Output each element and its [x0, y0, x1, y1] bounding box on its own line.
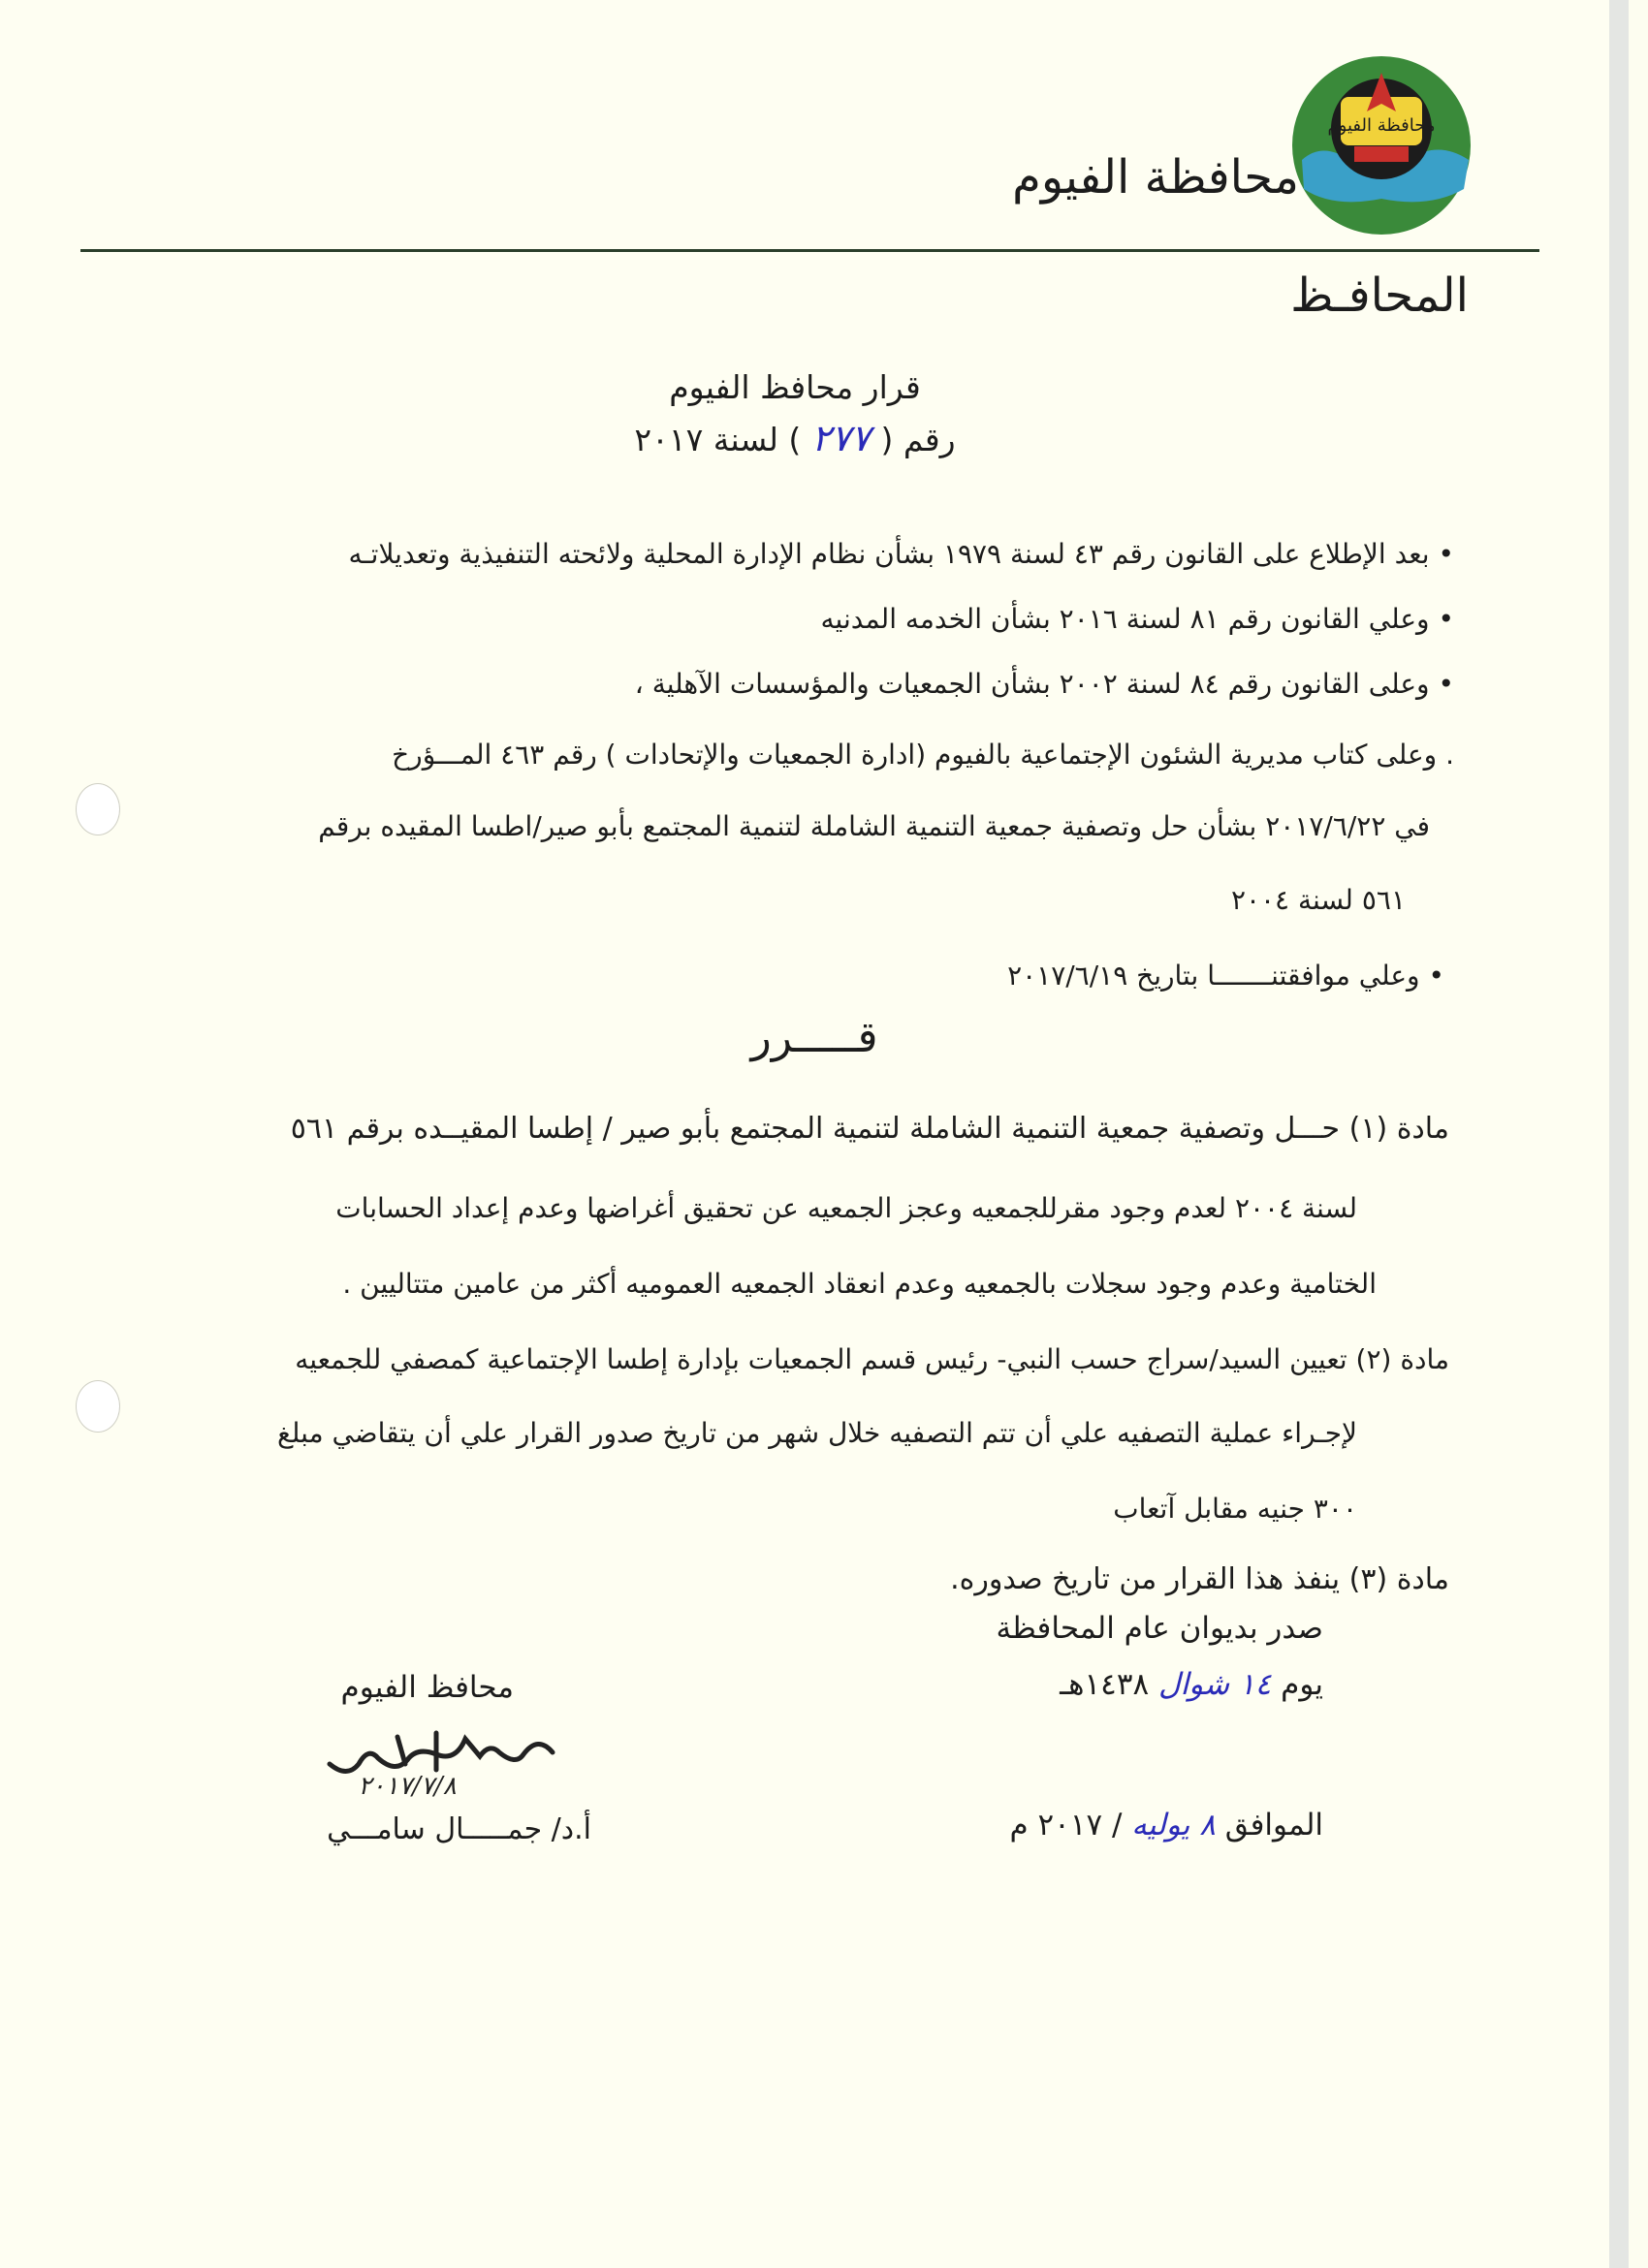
- punch-hole-top: [76, 783, 120, 835]
- article-line: ٣٠٠ جنيه مقابل آتعاب: [1113, 1493, 1357, 1525]
- svg-text:محافظة الفيوم: محافظة الفيوم: [1327, 115, 1436, 136]
- gregorian-date: [960, 1808, 1323, 1843]
- preamble-line: ٥٦١ لسنة ٢٠٠٤: [1230, 884, 1406, 916]
- governorate-emblem-icon: [1284, 53, 1478, 237]
- gregorian-handwritten: ٨ يوليه: [1131, 1808, 1216, 1843]
- gregorian-prefix: الموافق: [1224, 1808, 1323, 1843]
- decree-number-prefix: رقم (: [880, 421, 956, 458]
- article-line: مادة (٢) تعيين السيد/سراج حسب النبي- رئيس قسم الجمعيات بإدارة إطسا الإجتماعية كمصفي للجمعيه: [295, 1343, 1449, 1375]
- article-line: مادة (٣) ينفذ هذا القرار من تاريخ صدوره.: [950, 1562, 1449, 1596]
- decree-number-handwritten: ٢٧٧: [810, 417, 872, 459]
- office-title: المحافـظ: [1290, 268, 1469, 323]
- signatory-title: محافظ الفيوم: [340, 1670, 514, 1705]
- signatory-name: أ.د/ جمـــــال سامـــي: [327, 1812, 591, 1846]
- preamble-line: • وعلى القانون رقم ٨٤ لسنة ٢٠٠٢ بشأن الجمعيات والمؤسسات الآهلية ،: [634, 668, 1454, 700]
- hijri-suffix: ١٤٣٨هـ: [1060, 1667, 1150, 1702]
- decree-number: [504, 417, 1086, 459]
- governorate-name: محافظة الفيوم: [1012, 150, 1299, 205]
- preamble-line: . وعلى كتاب مديرية الشئون الإجتماعية بالفيوم (ادارة الجمعيات والإتحادات ) رقم ٤٦٣ المـــؤرخ: [392, 739, 1454, 771]
- preamble-line: • وعلي موافقتنـــــــا بتاريخ ٢٠١٧/٦/١٩: [1007, 960, 1444, 992]
- article-line: مادة (١) حـــل وتصفية جمعية التنمية الشاملة لتنمية المجتمع بأبو صير / إطسا المقيــده برقم ٥٦١: [290, 1112, 1449, 1146]
- hijri-handwritten: ١٤ شوال: [1158, 1667, 1272, 1702]
- header-rule: [80, 249, 1539, 252]
- decree-title: قرار محافظ الفيوم: [669, 368, 921, 406]
- article-line: لسنة ٢٠٠٤ لعدم وجود مقرللجمعيه وعجز الجمعيه عن تحقيق أغراضها وعدم إعداد الحسابات: [335, 1192, 1357, 1224]
- article-line: الختامية وعدم وجود سجلات بالجمعيه وعدم انعقاد الجمعيه العموميه أكثر من عامين متتاليين .: [342, 1268, 1377, 1300]
- preamble-line: • وعلي القانون رقم ٨١ لسنة ٢٠١٦ بشأن الخدمه المدنيه: [820, 603, 1454, 635]
- hijri-prefix: يوم: [1281, 1667, 1323, 1702]
- decree-number-suffix: ) لسنة ٢٠١٧: [634, 421, 802, 458]
- scanner-edge: [1609, 0, 1629, 2268]
- preamble-line: • بعد الإطلاع على القانون رقم ٤٣ لسنة ١٩٧٩ بشأن نظام الإدارة المحلية ولائحته التنفيذية وتعديلاتـه: [348, 538, 1454, 570]
- signature-date: ٢٠١٧/٧/٨: [358, 1772, 457, 1801]
- decides-heading: قـــــرر: [750, 1013, 878, 1062]
- article-line: لإجـراء عملية التصفيه علي أن تتم التصفيه خلال شهر من تاريخ صدور القرار علي أن يتقاضي مبلغ: [276, 1417, 1357, 1449]
- gregorian-suffix: / ٢٠١٧ م: [1009, 1808, 1123, 1843]
- hijri-date: [911, 1667, 1323, 1702]
- preamble-line: في ٢٠١٧/٦/٢٢ بشأن حل وتصفية جمعية التنمية الشاملة لتنمية المجتمع بأبو صير/اطسا المقيده برقم: [318, 810, 1430, 842]
- issued-at: صدر بديوان عام المحافظة: [996, 1611, 1323, 1646]
- punch-hole-bottom: [76, 1380, 120, 1433]
